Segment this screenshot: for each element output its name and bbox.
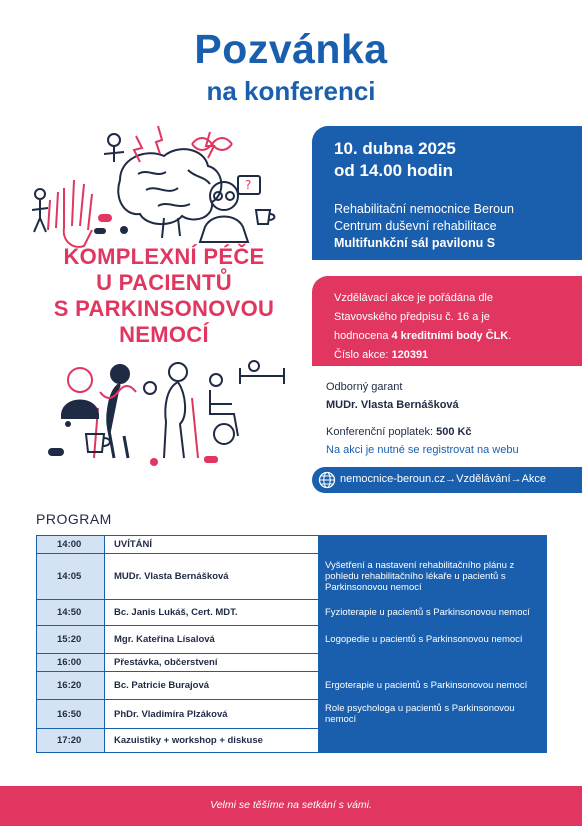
web-url[interactable]: nemocnice-beroun.cz→Vzdělávání→Akce — [340, 473, 547, 485]
program-speaker: Přestávka, občerstvení — [105, 654, 319, 672]
globe-icon — [318, 471, 336, 489]
venue-line-1: Rehabilitační nemocnice Beroun — [334, 202, 514, 216]
cup-icon — [256, 210, 274, 224]
program-speaker: Mgr. Kateřina Lísalová — [105, 626, 319, 654]
patient-with-helmet-icon — [62, 368, 98, 418]
table-row — [37, 654, 547, 672]
program-time: 14:05 — [37, 554, 105, 600]
guarantor-label: Odborný garant — [326, 381, 403, 393]
event-name: KOMPLEXNÍ PÉČE U PACIENTŮ S PARKINSONOVOU NEMOCÍ — [53, 244, 275, 347]
program-topic: Role psychologa u pacientů s Parkinsonovou nemocí — [319, 700, 547, 729]
program-title: PROGRAM — [36, 511, 112, 527]
guarantor-name: MUDr. Vlasta Bernášková — [326, 399, 459, 411]
date-venue-box — [312, 126, 582, 260]
table-row — [37, 672, 547, 700]
fee-line: Konferenční poplatek: 500 Kč — [326, 426, 472, 438]
footer-bar — [0, 786, 582, 826]
program-speaker: MUDr. Vlasta Bernášková — [105, 554, 319, 600]
table-row — [37, 536, 547, 554]
table-row — [37, 729, 547, 753]
page-title: Pozvánka — [194, 26, 388, 72]
program-topic — [319, 654, 547, 672]
program-speaker: Kazuistiky + workshop + diskuse — [105, 729, 319, 753]
program-topic: Vyšetření a nastavení rehabilitačního plánu z pohledu rehabilitačního lékaře u pacientů s Parkinsonovou nemocí — [319, 554, 547, 600]
program-time: 16:00 — [37, 654, 105, 672]
table-row — [37, 600, 547, 626]
web-link-bar[interactable] — [312, 467, 582, 493]
program-table — [36, 535, 547, 753]
program-time: 17:20 — [37, 729, 105, 753]
program-time: 16:50 — [37, 700, 105, 729]
program-speaker: Bc. Patricie Burajová — [105, 672, 319, 700]
program-topic — [319, 729, 547, 753]
elderly-man-icon — [200, 176, 260, 242]
venue-line-3: Multifunkční sál pavilonu S — [334, 236, 496, 250]
footer-text: Velmi se těšíme na setkání s vámi. — [210, 799, 372, 811]
mug-icon — [86, 434, 110, 452]
page-subtitle: na konferenci — [206, 76, 376, 106]
program-time: 14:50 — [37, 600, 105, 626]
registration-note: Na akci je nutné se registrovat na webu — [326, 444, 519, 456]
program-time: 14:00 — [37, 536, 105, 554]
pill-icons — [48, 421, 218, 466]
program-topic: Ergoterapie u pacientů s Parkinsonovou nemocí — [319, 672, 547, 700]
accreditation-box: Vzdělávací akce je pořádána dle Stavovského předpisu č. 16 a je hodnocena 4 kreditními body ČLK. Číslo akce: 120391 — [312, 276, 582, 366]
pills-icon — [94, 214, 128, 234]
program-time: 16:20 — [37, 672, 105, 700]
program-speaker: Bc. Janis Lukáš, Cert. MDT. — [105, 600, 319, 626]
hands-icon — [48, 180, 92, 247]
event-time: od 14.00 hodin — [334, 161, 454, 180]
program-speaker: PhDr. Vladimíra Plzáková — [105, 700, 319, 729]
svg-text:?: ? — [245, 178, 252, 192]
program-topic: Fyzioterapie u pacientů s Parkinsonovou nemocí — [319, 600, 547, 626]
bed-icon — [240, 361, 284, 384]
table-row — [37, 554, 547, 600]
program-topic: Logopedie u pacientů s Parkinsonovou nemocí — [319, 626, 547, 654]
venue-line-2: Centrum duševní rehabilitace — [334, 219, 497, 233]
table-row — [37, 626, 547, 654]
event-date: 10. dubna 2025 — [334, 139, 456, 158]
program-time: 15:20 — [37, 626, 105, 654]
wheelchair-icon — [210, 374, 238, 444]
table-row — [37, 700, 547, 729]
program-topic — [319, 536, 547, 554]
program-speaker: UVÍTÁNÍ — [105, 536, 319, 554]
